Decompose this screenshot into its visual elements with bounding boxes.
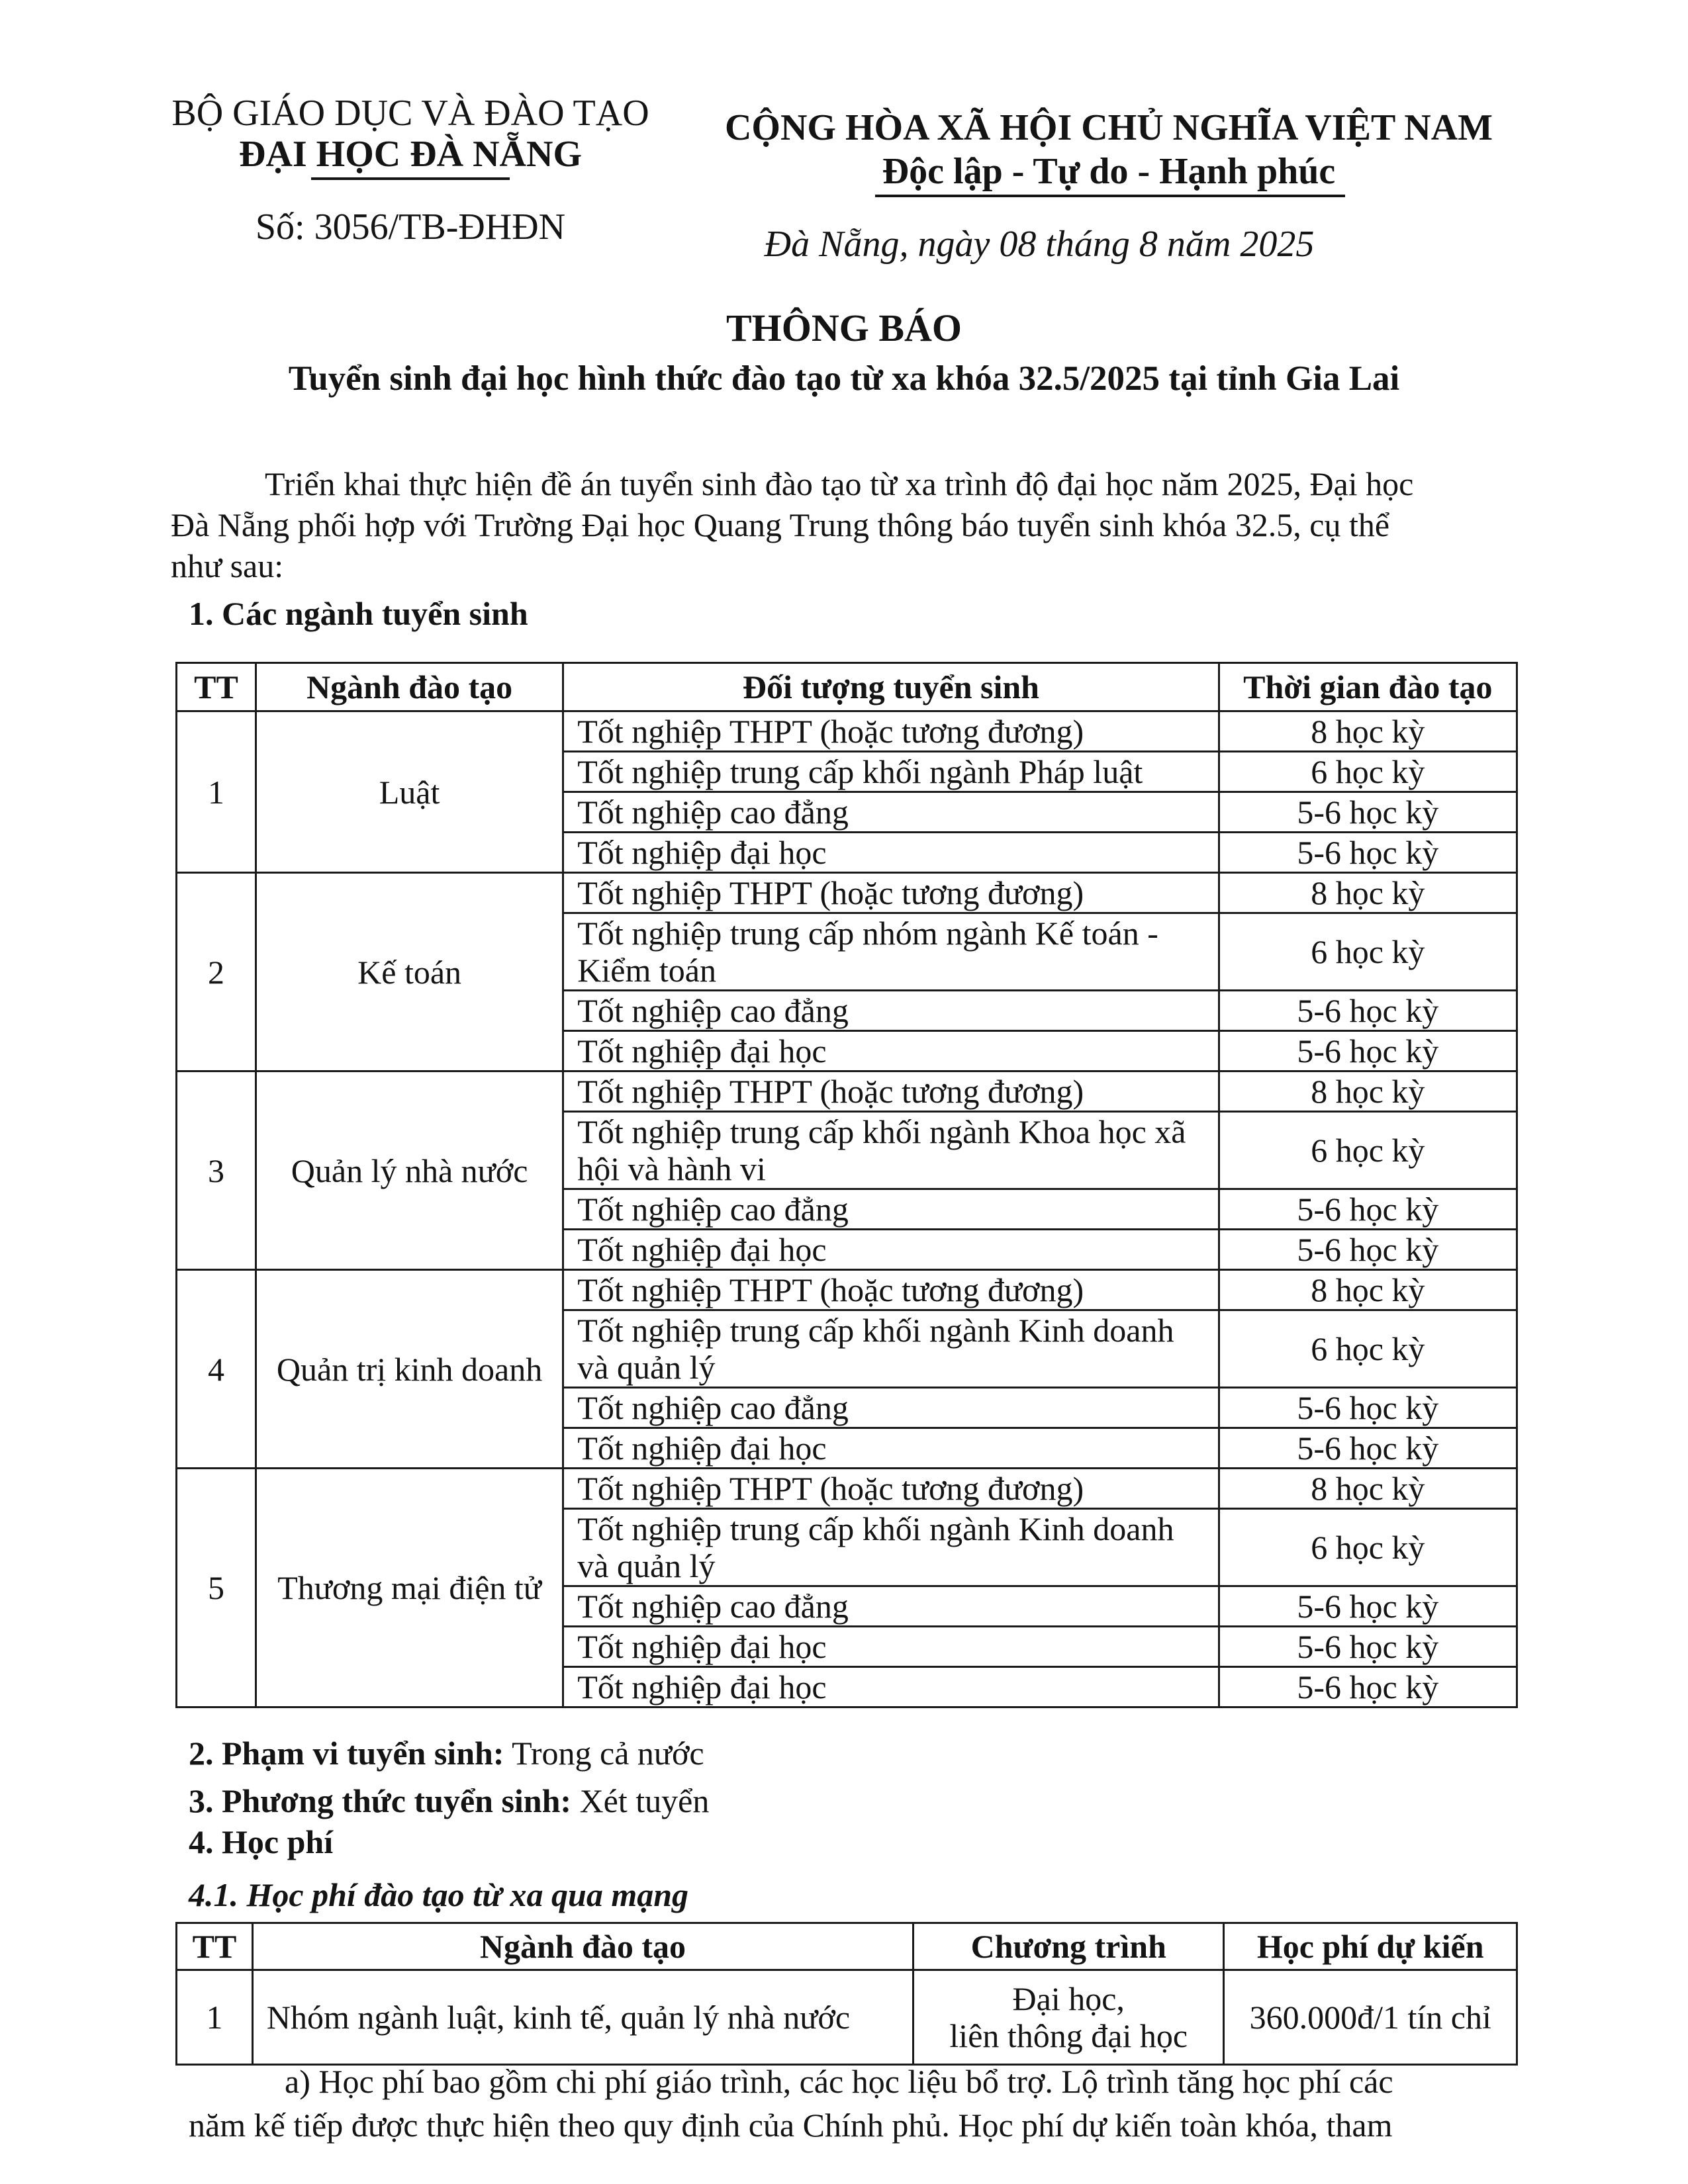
target-line-2: hội và hành vi <box>577 1150 766 1187</box>
target-line-2: và quản lý <box>577 1547 716 1584</box>
row-target: Tốt nghiệp cao đẳng <box>563 792 1219 833</box>
intro-line-1: Triển khai thực hiện đề án tuyển sinh đào tạo từ xa trình độ đại học năm 2025, Đại học <box>265 465 1414 502</box>
table-row <box>177 711 1517 752</box>
country-name: CỘNG HÒA XÃ HỘI CHỦ NGHĨA VIỆT NAM <box>724 107 1493 148</box>
col-fee: Học phí dự kiến <box>1224 1923 1517 1970</box>
row-target: Tốt nghiệp cao đẳng <box>563 1189 1219 1230</box>
row-duration: 5-6 học kỳ <box>1219 1667 1517 1707</box>
row-target <box>563 913 1219 991</box>
col-tt: TT <box>177 1923 253 1970</box>
col-major: Ngành đào tạo <box>256 663 563 711</box>
notice-title: THÔNG BÁO <box>726 306 962 349</box>
col-program: Chương trình <box>914 1923 1224 1970</box>
program-line-2: liên thông đại học <box>949 2017 1188 2054</box>
note-a-line-1: a) Học phí bao gồm chi phí giáo trình, các học liệu bổ trợ. Lộ trình tăng học phí các <box>285 2063 1393 2100</box>
motto-underline <box>875 195 1345 197</box>
notice-subtitle: Tuyển sinh đại học hình thức đào tạo từ xa khóa 32.5/2025 tại tỉnh Gia Lai <box>288 359 1400 398</box>
row-target: Tốt nghiệp trung cấp khối ngành Pháp luật <box>563 752 1219 792</box>
row-duration: 6 học kỳ <box>1219 1509 1517 1586</box>
section-4-heading: 4. Học phí <box>189 1823 334 1860</box>
target-line-1: Tốt nghiệp trung cấp nhóm ngành Kế toán - <box>577 915 1158 952</box>
row-tt: 1 <box>177 1970 253 2065</box>
row-duration: 5-6 học kỳ <box>1219 1388 1517 1428</box>
intro-line-3: như sau: <box>171 547 284 584</box>
row-target <box>563 1112 1219 1189</box>
document-number: Số: 3056/TB-ĐHĐN <box>255 206 566 248</box>
row-major: Kế toán <box>256 873 563 1071</box>
row-tt: 2 <box>177 873 256 1071</box>
table-row <box>177 1071 1517 1112</box>
target-line-1: Tốt nghiệp trung cấp khối ngành Kinh doanh <box>577 1312 1174 1349</box>
row-duration: 8 học kỳ <box>1219 873 1517 913</box>
row-target: Tốt nghiệp cao đẳng <box>563 991 1219 1031</box>
row-tt: 3 <box>177 1071 256 1270</box>
program-line-1: Đại học, <box>1012 1980 1125 2017</box>
place-and-date: Đà Nẵng, ngày 08 tháng 8 năm 2025 <box>764 224 1315 265</box>
row-target: Tốt nghiệp đại học <box>563 1428 1219 1469</box>
row-duration: 6 học kỳ <box>1219 913 1517 991</box>
row-tt: 1 <box>177 711 256 873</box>
row-tt: 5 <box>177 1469 256 1707</box>
table-header-row <box>177 663 1517 711</box>
row-target: Tốt nghiệp THPT (hoặc tương đương) <box>563 711 1219 752</box>
row-duration: 8 học kỳ <box>1219 1071 1517 1112</box>
row-fee: 360.000đ/1 tín chỉ <box>1224 1970 1517 2065</box>
row-target: Tốt nghiệp đại học <box>563 1230 1219 1270</box>
row-major: Quản trị kinh doanh <box>256 1270 563 1469</box>
row-duration: 5-6 học kỳ <box>1219 1627 1517 1667</box>
section-4-1-heading: 4.1. Học phí đào tạo từ xa qua mạng <box>189 1876 689 1913</box>
row-program <box>914 1970 1224 2065</box>
col-tt: TT <box>177 663 256 711</box>
target-line-2: Kiểm toán <box>577 952 716 989</box>
majors-table <box>175 662 1518 1708</box>
row-tt: 4 <box>177 1270 256 1469</box>
row-duration: 6 học kỳ <box>1219 752 1517 792</box>
row-target: Tốt nghiệp THPT (hoặc tương đương) <box>563 1469 1219 1509</box>
target-line-1: Tốt nghiệp trung cấp khối ngành Kinh doanh <box>577 1510 1174 1547</box>
table-row <box>177 873 1517 913</box>
col-duration: Thời gian đào tạo <box>1219 663 1517 711</box>
row-duration: 5-6 học kỳ <box>1219 1428 1517 1469</box>
row-target: Tốt nghiệp cao đẳng <box>563 1586 1219 1627</box>
row-target: Tốt nghiệp đại học <box>563 1031 1219 1071</box>
row-duration: 6 học kỳ <box>1219 1310 1517 1388</box>
row-duration: 8 học kỳ <box>1219 1270 1517 1310</box>
col-major: Ngành đào tạo <box>252 1923 913 1970</box>
row-duration: 8 học kỳ <box>1219 1469 1517 1509</box>
row-target: Tốt nghiệp đại học <box>563 1627 1219 1667</box>
row-duration: 5-6 học kỳ <box>1219 1031 1517 1071</box>
row-major: Quản lý nhà nước <box>256 1071 563 1270</box>
row-target: Tốt nghiệp THPT (hoặc tương đương) <box>563 1071 1219 1112</box>
row-target: Tốt nghiệp cao đẳng <box>563 1388 1219 1428</box>
target-line-2: và quản lý <box>577 1349 716 1386</box>
section-2-label: 2. Phạm vi tuyển sinh: <box>189 1735 504 1772</box>
note-a-line-2: năm kế tiếp được thực hiện theo quy định của Chính phủ. Học phí dự kiến toàn khóa, tham <box>189 2107 1393 2144</box>
row-duration: 5-6 học kỳ <box>1219 1230 1517 1270</box>
row-target <box>563 1310 1219 1388</box>
section-3 <box>189 1780 709 1821</box>
section-3-label: 3. Phương thức tuyển sinh: <box>189 1782 572 1819</box>
table-row <box>177 1469 1517 1509</box>
target-line-1: Tốt nghiệp trung cấp khối ngành Khoa học xã <box>577 1113 1186 1150</box>
row-duration: 6 học kỳ <box>1219 1112 1517 1189</box>
section-2 <box>189 1733 704 1774</box>
row-target: Tốt nghiệp đại học <box>563 1667 1219 1707</box>
row-major: Thương mại điện tử <box>256 1469 563 1707</box>
table-row <box>177 1270 1517 1310</box>
row-target: Tốt nghiệp đại học <box>563 833 1219 873</box>
row-duration: 5-6 học kỳ <box>1219 1586 1517 1627</box>
national-motto: Độc lập - Tự do - Hạnh phúc <box>882 151 1336 192</box>
intro-line-2: Đà Nẵng phối hợp với Trường Đại học Quang Trung thông báo tuyển sinh khóa 32.5, cụ thể <box>171 506 1390 543</box>
row-target: Tốt nghiệp THPT (hoặc tương đương) <box>563 873 1219 913</box>
row-major: Luật <box>256 711 563 873</box>
table-row <box>177 1970 1517 2065</box>
university-name: ĐẠI HỌC ĐÀ NẴNG <box>239 134 582 175</box>
row-target <box>563 1509 1219 1586</box>
ministry-name: BỘ GIÁO DỤC VÀ ĐÀO TẠO <box>171 93 649 134</box>
row-duration: 5-6 học kỳ <box>1219 1189 1517 1230</box>
row-duration: 5-6 học kỳ <box>1219 833 1517 873</box>
row-duration: 8 học kỳ <box>1219 711 1517 752</box>
section-1-heading: 1. Các ngành tuyển sinh <box>189 595 528 632</box>
row-major: Nhóm ngành luật, kinh tế, quản lý nhà nước <box>252 1970 913 2065</box>
section-3-value: Xét tuyển <box>571 1782 710 1819</box>
row-duration: 5-6 học kỳ <box>1219 991 1517 1031</box>
row-target: Tốt nghiệp THPT (hoặc tương đương) <box>563 1270 1219 1310</box>
col-target: Đối tượng tuyển sinh <box>563 663 1219 711</box>
row-duration: 5-6 học kỳ <box>1219 792 1517 833</box>
table-header-row <box>177 1923 1517 1970</box>
section-2-value: Trong cả nước <box>504 1735 704 1772</box>
tuition-table <box>175 1922 1518 2066</box>
university-underline <box>311 177 510 180</box>
